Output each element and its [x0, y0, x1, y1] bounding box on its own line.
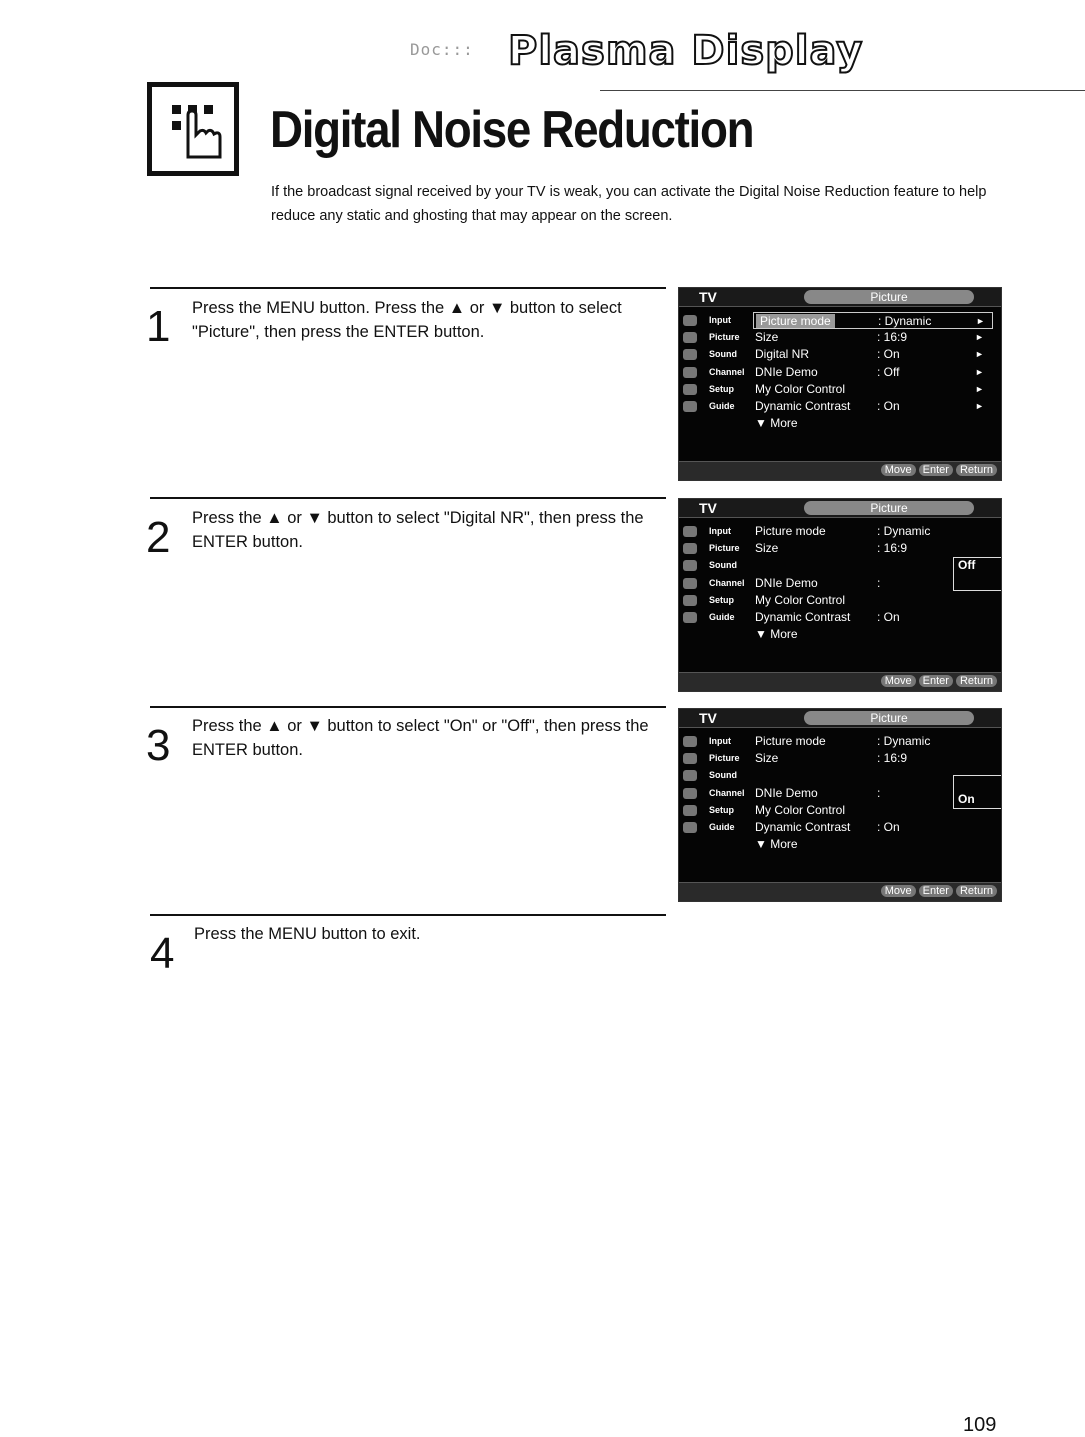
step-1-number: 1 [146, 302, 171, 351]
arrow-right-icon: ► [976, 316, 985, 326]
guide-icon [683, 612, 697, 623]
input-icon [683, 315, 697, 326]
osd-title-bar [679, 288, 1001, 307]
osd-side-input: Input [679, 733, 751, 750]
osd-side-sound: Sound [679, 557, 751, 574]
osd-tv-label: TV [699, 710, 717, 726]
sound-icon [683, 770, 697, 781]
osd-row-dnie-demo: DNIe Demo : [755, 785, 881, 800]
osd-side-input: Input [679, 523, 751, 540]
osd-enter-hint: Enter [919, 885, 953, 897]
osd-side-channel: Channel [679, 785, 751, 802]
step-2-divider [150, 497, 666, 499]
osd-tab-picture: Picture [804, 290, 974, 304]
osd-row-dnie-demo: DNIe Demo : [755, 575, 881, 590]
page-number: 109 [963, 1414, 997, 1436]
arrow-right-icon: ► [975, 332, 984, 343]
sound-icon [683, 560, 697, 571]
osd-side-setup: Setup [679, 381, 751, 398]
sound-icon [683, 349, 697, 360]
guide-icon [683, 401, 697, 412]
banner-divider [600, 90, 1085, 91]
osd-footer [679, 882, 1001, 901]
osd-move-hint: Move [881, 464, 916, 476]
picture-icon [683, 753, 697, 764]
osd-row-dnie-demo: DNIe Demo : Off ► [753, 364, 993, 381]
osd-enter-hint: Enter [919, 464, 953, 476]
osd-tab-picture: Picture [804, 711, 974, 725]
osd-tv-label: TV [699, 500, 717, 516]
osd-row-size: Size : 16:9 [755, 751, 908, 766]
osd-row-size: Size : 16:9 ► [753, 329, 993, 346]
osd-side-sound: Sound [679, 767, 751, 784]
hand-pointer-icon [147, 82, 239, 176]
arrow-right-icon: ► [975, 383, 984, 394]
setup-icon [683, 805, 697, 816]
page-title: Digital Noise Reduction [270, 101, 754, 159]
osd-footer [679, 672, 1001, 691]
osd-sidebar [679, 523, 751, 626]
osd-move-hint: Move [881, 885, 916, 897]
osd-screen-2 [678, 498, 1002, 692]
osd-row-my-color-control: My Color Control ► [753, 381, 993, 398]
osd-row-digital-nr: Digital NR : On ► [753, 346, 993, 363]
osd-tab-picture: Picture [804, 501, 974, 515]
osd-side-guide: Guide [679, 609, 751, 626]
osd-digital-nr-popup [953, 775, 1002, 809]
osd-row-picture-mode: Picture mode : Dynamic [755, 524, 931, 538]
step-4-number: 4 [150, 929, 175, 978]
intro-paragraph: If the broadcast signal received by your TV is weak, you can activate the Digital Noise Reduction feature to help reduce any static and ghosting that may appear on the screen. [271, 184, 987, 224]
osd-sidebar [679, 733, 751, 836]
osd-row-more: ▼ More [755, 627, 798, 642]
osd-side-setup: Setup [679, 592, 751, 609]
step-4-divider [150, 914, 666, 916]
osd-popup-option: On [958, 792, 975, 806]
osd-title-bar [679, 499, 1001, 518]
osd-row-picture-mode: Picture mode : Dynamic ► [753, 312, 993, 329]
step-3-divider [150, 706, 666, 708]
osd-return-hint: Return [956, 675, 997, 687]
osd-side-input: Input [679, 312, 751, 329]
osd-menu-list [753, 523, 993, 643]
osd-popup-option: Off [958, 558, 976, 572]
osd-side-guide: Guide [679, 819, 751, 836]
step-2-number: 2 [146, 513, 171, 562]
osd-menu-list [753, 733, 993, 853]
banner-prefix: Doc::: [410, 40, 474, 59]
osd-row-dynamic-contrast: Dynamic Contrast : On [755, 609, 900, 624]
osd-side-sound: Sound [679, 346, 751, 363]
osd-footer [679, 461, 1001, 480]
osd-side-picture: Picture [679, 750, 751, 767]
osd-screen-3 [678, 708, 1002, 902]
header-banner [410, 22, 970, 82]
step-3-text: Press the ▲ or ▼ button to select "On" or "Off", then press the ENTER button. [192, 717, 649, 759]
osd-row-my-color-control: My Color Control [755, 592, 846, 607]
picture-icon [683, 543, 697, 554]
osd-side-channel: Channel [679, 364, 751, 381]
osd-enter-hint: Enter [919, 675, 953, 687]
osd-return-hint: Return [956, 464, 997, 476]
osd-row-picture-mode: Picture mode : Dynamic [755, 734, 931, 748]
step-2-text: Press the ▲ or ▼ button to select "Digital NR", then press the ENTER button. [192, 509, 644, 551]
osd-move-hint: Move [881, 675, 916, 687]
osd-sidebar [679, 312, 751, 415]
osd-tv-label: TV [699, 289, 717, 305]
osd-digital-nr-popup [953, 557, 1002, 591]
osd-row-dynamic-contrast: Dynamic Contrast : On [755, 819, 900, 834]
setup-icon [683, 384, 697, 395]
input-icon [683, 526, 697, 537]
osd-side-guide: Guide [679, 398, 751, 415]
osd-row-more: ▼ More [755, 416, 798, 431]
channel-icon [683, 788, 697, 799]
step-1-text: Press the MENU button. Press the ▲ or ▼ button to select "Picture", then press the ENTER button. [192, 299, 622, 341]
input-icon [683, 736, 697, 747]
osd-side-channel: Channel [679, 575, 751, 592]
guide-icon [683, 822, 697, 833]
osd-side-picture: Picture [679, 329, 751, 346]
osd-menu-list [753, 312, 993, 432]
step-1-divider [150, 287, 666, 289]
arrow-right-icon: ► [975, 349, 984, 360]
arrow-right-icon: ► [975, 366, 984, 377]
osd-row-my-color-control: My Color Control [755, 802, 846, 817]
channel-icon [683, 578, 697, 589]
osd-screen-1 [678, 287, 1002, 481]
osd-side-setup: Setup [679, 802, 751, 819]
step-4-text: Press the MENU button to exit. [194, 925, 421, 943]
osd-row-dynamic-contrast: Dynamic Contrast : On ► [753, 398, 993, 415]
osd-title-bar [679, 709, 1001, 728]
channel-icon [683, 367, 697, 378]
osd-row-more: ▼ More [755, 837, 798, 852]
step-3-number: 3 [146, 721, 171, 770]
osd-return-hint: Return [956, 885, 997, 897]
picture-icon [683, 332, 697, 343]
setup-icon [683, 595, 697, 606]
osd-side-picture: Picture [679, 540, 751, 557]
arrow-right-icon: ► [975, 400, 984, 411]
banner-title: Plasma Display [508, 28, 864, 74]
osd-row-size: Size : 16:9 [755, 541, 908, 556]
